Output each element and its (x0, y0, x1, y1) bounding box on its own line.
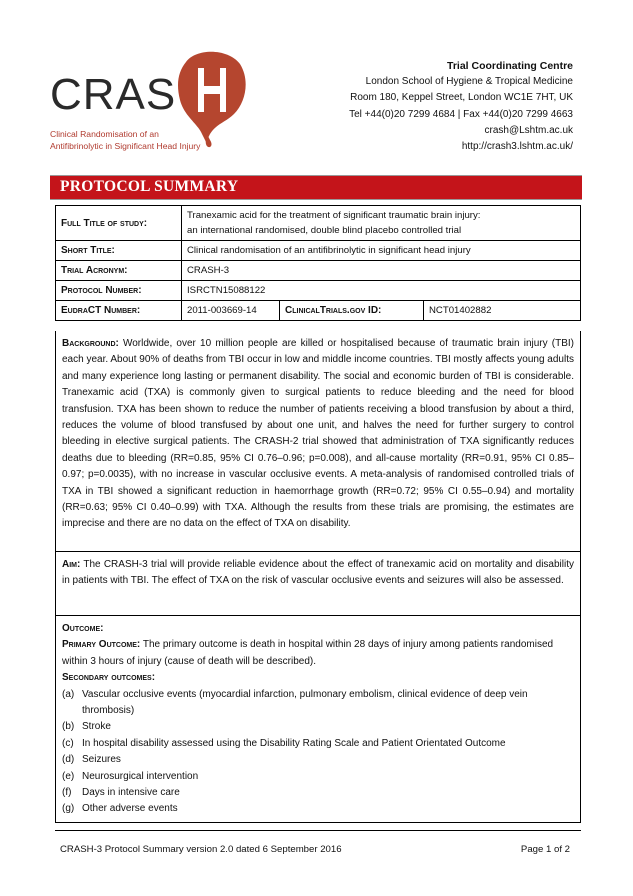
list-item-text: Vascular occlusive events (myocardial infarction, pulmonary embolism, clinical evidence of deep vein thrombosis) (82, 688, 528, 717)
crash-logo (50, 50, 250, 160)
list-item (62, 736, 574, 752)
section-banner (50, 175, 582, 200)
footer-page-number: Page 1 of 2 (520, 844, 570, 855)
eudract-value: 2011-003669-14 (182, 301, 280, 321)
full-title-line1: Tranexamic acid for the treatment of significant traumatic brain injury: (187, 210, 481, 221)
list-item (62, 785, 574, 801)
table-row (56, 206, 581, 241)
table-row (56, 281, 581, 301)
full-title-label: Full Title of study: (56, 206, 182, 241)
list-item-text: Neurosurgical intervention (82, 770, 199, 782)
centre-email[interactable]: crash@Lshtm.ac.uk (484, 124, 573, 136)
background-section (55, 331, 581, 552)
coordinating-centre-address (349, 58, 573, 155)
centre-title: Trial Coordinating Centre (446, 60, 573, 72)
primary-outcome-text: The primary outcome is death in hospital within 28 days of injury among patients randomised within 3 hours of injury (cause of death will be described). (62, 639, 554, 667)
protocol-number-value: ISRCTN15088122 (182, 281, 581, 301)
trial-info-table (55, 205, 581, 321)
list-marker: (g) (62, 803, 75, 815)
list-marker: (d) (62, 754, 75, 766)
acronym-label: Trial Acronym: (56, 261, 182, 281)
table-row (56, 301, 581, 321)
footer-version: CRASH-3 Protocol Summary version 2.0 dated 6 September 2016 (60, 844, 342, 855)
short-title-label: Short Title: (56, 241, 182, 261)
primary-outcome (62, 637, 574, 670)
list-item-text: In hospital disability assessed using the Disability Rating Scale and Patient Orientated Outcome (82, 737, 506, 749)
logo-subtitle-line2: Antifibrinolytic in Significant Head Injury (50, 141, 201, 151)
secondary-outcomes-list (62, 687, 574, 818)
primary-outcome-label: Primary Outcome: (62, 639, 141, 651)
footer-divider (55, 830, 581, 831)
list-item-text: Stroke (82, 721, 111, 733)
aim-section (55, 552, 581, 616)
list-marker: (e) (62, 770, 75, 782)
list-marker: (b) (62, 721, 75, 733)
full-title-line2: an international randomised, double blind placebo controlled trial (187, 225, 462, 236)
eudract-label: EudraCT Number: (56, 301, 182, 321)
list-item (62, 752, 574, 768)
clinicaltrials-label: ClinicalTrials.gov ID: (280, 301, 424, 321)
protocol-number-label: Protocol Number: (56, 281, 182, 301)
logo-subtitle (50, 128, 225, 152)
list-item-text: Seizures (82, 754, 121, 766)
centre-line2: Room 180, Keppel Street, London WC1E 7HT, UK (350, 92, 573, 104)
centre-url[interactable]: http://crash3.lshtm.ac.uk/ (461, 141, 573, 153)
clinicaltrials-value: NCT01402882 (424, 301, 581, 321)
list-item (62, 769, 574, 785)
short-title-value: Clinical randomisation of an antifibrinolytic in significant head injury (182, 241, 581, 261)
list-item (62, 801, 574, 817)
list-marker: (a) (62, 688, 75, 700)
full-title-value (182, 206, 581, 241)
secondary-outcomes-label: Secondary outcomes: (62, 672, 156, 684)
list-item (62, 687, 574, 720)
list-marker: (c) (62, 737, 74, 749)
background-text: Worldwide, over 10 million people are killed or hospitalised because of traumatic brain injury (TBI) each year. About 90% of deaths from TBI occur in low and middle income countries. TBI mostly affects young adults and many experience long lasting or permanent disability. The social and economic burden of TBI is considerable. Tranexamic acid (TXA) is commonly given to surgical patients to reduce bleeding and the need for blood transfusion. TXA has been shown to reduce the number of patients receiving a blood transfusion by about a third, reduces the volume of blood transfused by about one unit, and halves the need for further surgery to control bleeding in elective surgical patients. The CRASH-2 trial showed that administration of TXA significantly reduces deaths due to bleeding (RR=0.85, 95% CI 0.76–0.96; p=0.008), and all-cause mortality (RR=0.91, 95% CI 0.85–0.97; p=0.0035), with no increase in vascular occlusive events. A meta-analysis of randomised controlled trials of TXA in TBI showed a significant reduction in haemorrhage growth (RR=0.72; 95% CI 0.55–0.94) and mortality (RR=0.63; 95% CI 0.40–0.99) with TXA. Although the results from these trials are promising, the estimates are imprecise and there are no data on the effect of TXA on disability. (62, 338, 574, 530)
centre-line1: London School of Hygiene & Tropical Medicine (365, 76, 573, 88)
list-item (62, 719, 574, 735)
outcome-section (55, 616, 581, 823)
list-item-text: Days in intensive care (82, 787, 180, 799)
banner-title: PROTOCOL SUMMARY (60, 178, 239, 195)
list-marker: (f) (62, 787, 72, 799)
aim-label: Aim: (62, 559, 81, 570)
list-item-text: Other adverse events (82, 803, 178, 815)
background-label: Background: (62, 338, 119, 349)
acronym-value: CRASH-3 (182, 261, 581, 281)
table-row (56, 261, 581, 281)
outcome-label: Outcome: (62, 623, 104, 634)
table-row (56, 241, 581, 261)
aim-text: The CRASH-3 trial will provide reliable evidence about the effect of tranexamic acid on mortality and disability in patients with TBI. The effect of TXA on the risk of vascular occlusive events and seizures will also be assessed. (62, 559, 574, 587)
centre-line3: Tel +44(0)20 7299 4684 | Fax +44(0)20 7299 4663 (349, 108, 573, 120)
logo-subtitle-line1: Clinical Randomisation of an (50, 129, 159, 139)
logo-wordmark: CRAS (50, 70, 177, 119)
